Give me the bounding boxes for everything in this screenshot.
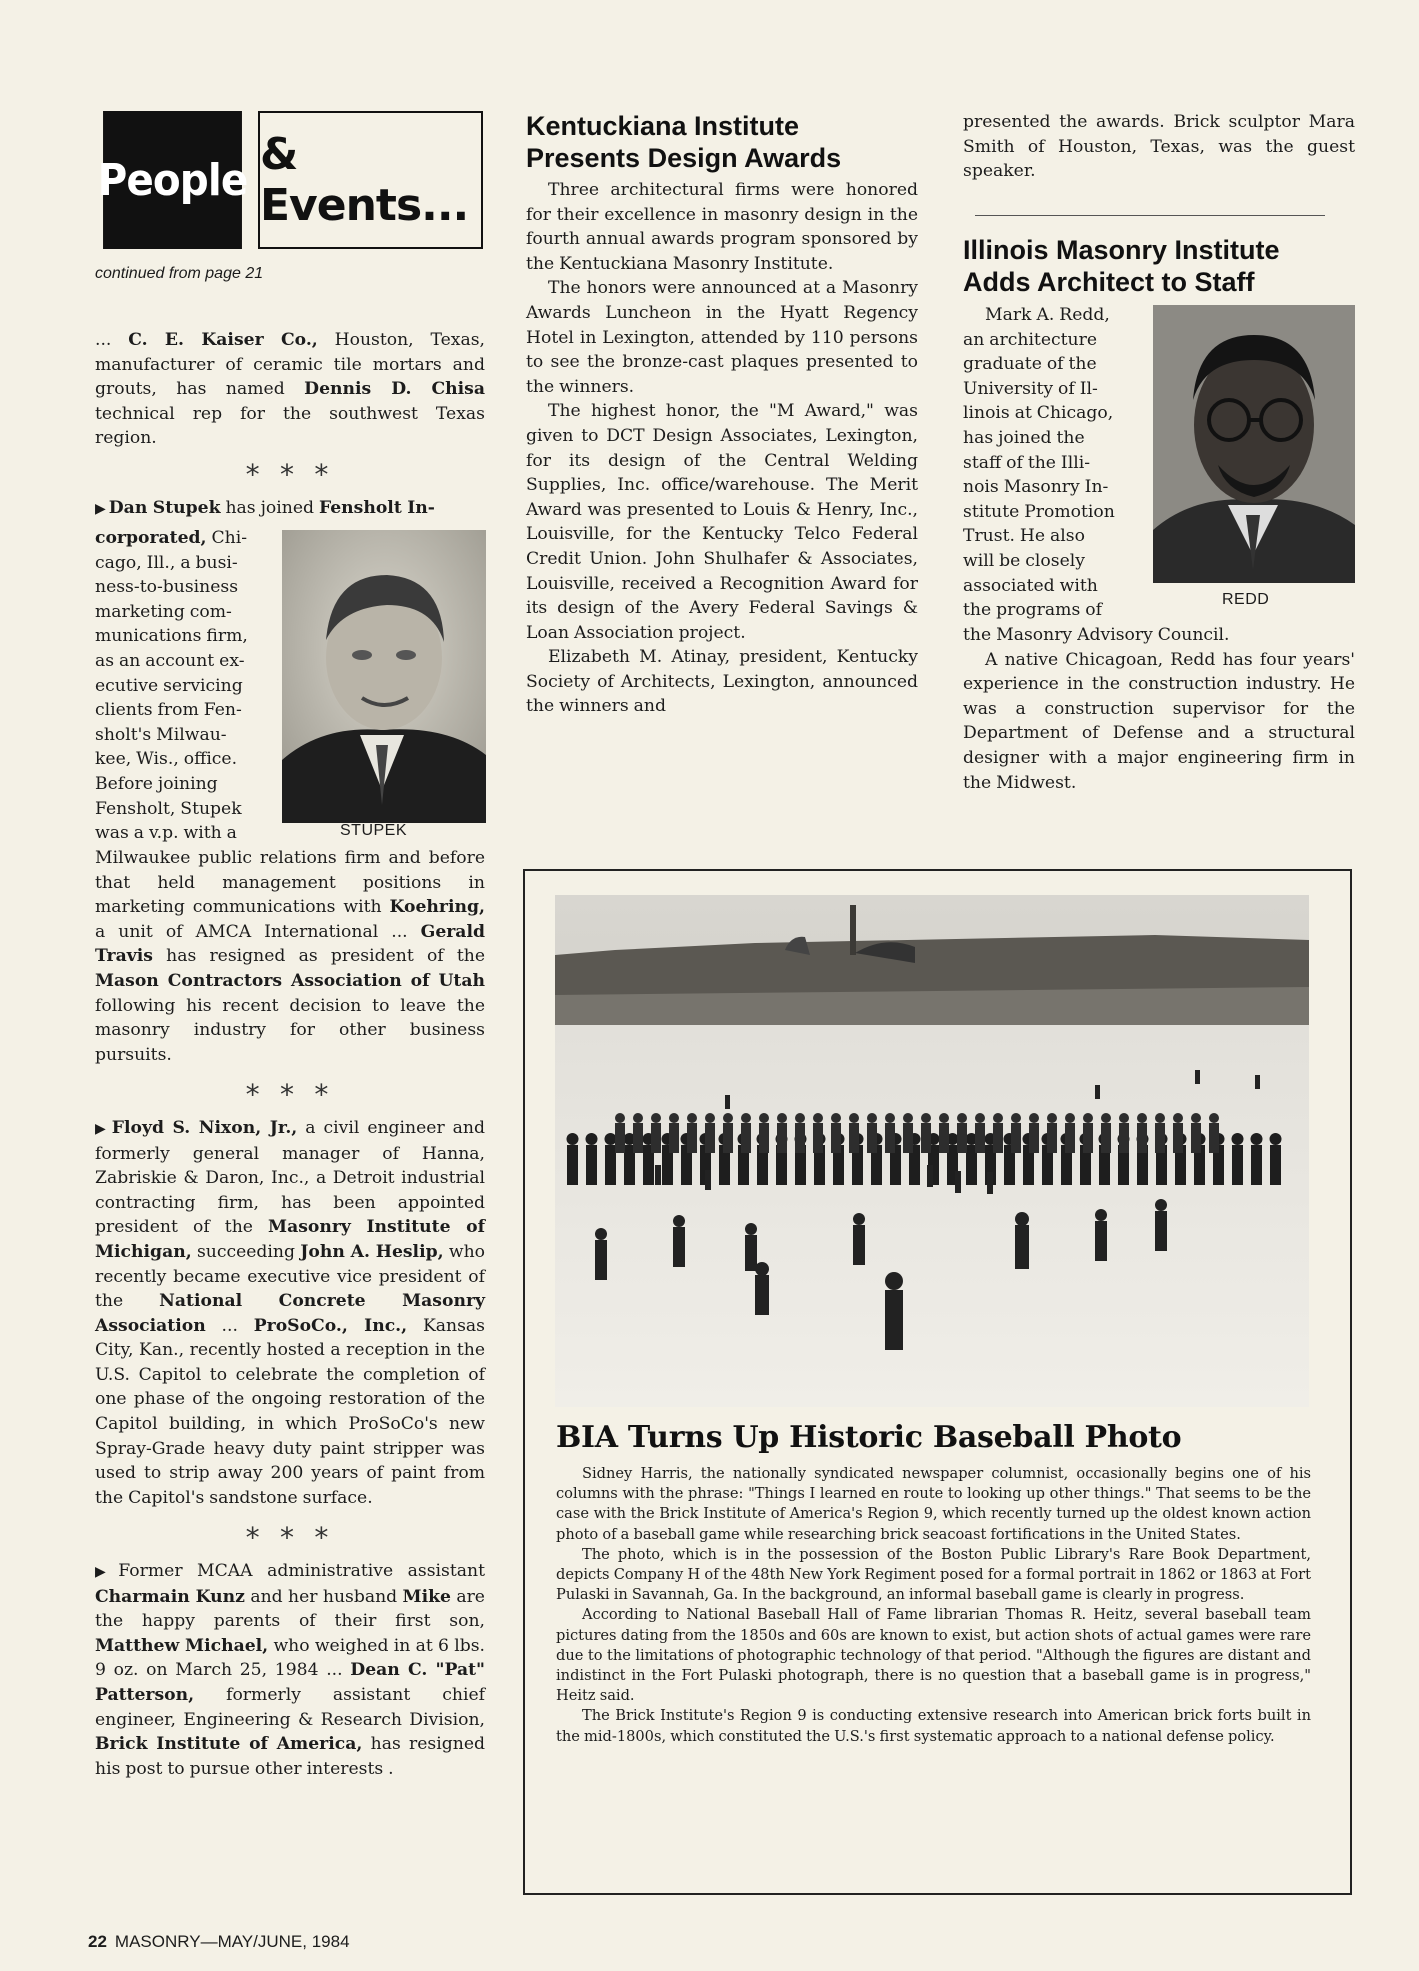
stupek-caption: STUPEK: [340, 822, 408, 839]
text-run: following his recent decision to leave the masonry industry for other business pursuits.: [95, 995, 485, 1065]
kentuckiana-paragraph: The honors were announced at a Masonry Awards Luncheon in the Hyatt Regency Hotel in Lexington, attended by 110 persons to see the bronze-cast plaques presented to the winners.: [526, 278, 918, 397]
baseball-paragraph: The photo, which is in the possession of the Boston Public Library's Rare Book Department, depicts Company H of the 48th New York Regiment posed for a formal portrait in 1862 or 1863 at Fort Pulaski in Savannah, Ga. In the background, an informal baseball game is clearly in progress.: [556, 1545, 1311, 1604]
column-1-top: [95, 328, 485, 521]
text-run: technical rep for the southwest Texas region.: [95, 403, 485, 449]
stupek-continuation: [95, 846, 485, 1067]
illinois-headline: Illinois Masonry Institute Adds Architect to Staff: [963, 235, 1280, 297]
redd-photo: [1153, 305, 1355, 583]
text-run: Milwaukee public relations firm and before that held management positions in marketing communications with: [95, 848, 485, 918]
kentuckiana-paragraph: Three architectural firms were honored for their excellence in masonry design in the fourth annual awards program sponsored by the Kentuckiana Masonry Institute.: [526, 180, 918, 274]
kentuckiana-paragraph: The highest honor, the "M Award," was given to DCT Design Associates, Lexington, for its design of the Central Welding Supplies, Inc. office/warehouse. The Merit Award was presented to Louis & Henry, Inc., Louisville, for the Kentucky Telco Federal Credit Union. John Shulhafer & Associates, Louisville, received a Recognition Award for its design of the Avery Federal Savings & Loan Association project.: [526, 401, 918, 643]
bold-name: Koehring,: [389, 897, 485, 918]
bold-name: Brick Institute of America,: [95, 1734, 363, 1755]
baseball-article: [556, 1464, 1311, 1747]
arrow-bullet-icon: ▶: [95, 500, 106, 517]
column-1-bottom: [95, 846, 485, 1781]
arrow-bullet-icon: ▶: [95, 1120, 109, 1137]
baseball-paragraph: Sidney Harris, the nationally syndicated newspaper columnist, occasionally begins one of his columns with the phrase: "Things I learned en route to looking up other things." That seems to be the case with the Brick Institute of America's Region 9, which recently turned up the oldest known action photo of a baseball game while researching brick seacoast fortifications in the United States.: [556, 1465, 1311, 1543]
text-run: has resigned as president of the: [152, 946, 485, 967]
text-run: who recently became executive vice president of the: [95, 1241, 486, 1312]
text-run: succeeding: [191, 1241, 301, 1262]
fort-pulaski-photo: [555, 895, 1309, 1407]
logo-events: & Events...: [258, 111, 483, 249]
redd-wrap-text: Mark A. Redd, an architecture graduate of the University of Il- linois at Chicago, has joined the staff of the Illi- nois Masonry In- stitute Promotion Trust. He also will be closely associated with the programs of: [963, 305, 1115, 621]
stupek-photo: [282, 530, 486, 823]
bold-name: ProSoCo., Inc.,: [253, 1315, 408, 1336]
text-run: has resigned his post to pursue other interests .: [95, 1734, 485, 1779]
text-run: a civil engineer and formerly general manager of Hanna, Zabriskie & Daron, Inc., a Detroit industrial contracting firm, has been appointed president of the: [95, 1117, 485, 1238]
bold-name: Dennis D. Chisa: [304, 379, 485, 400]
arrow-bullet-icon: ▶: [95, 1564, 116, 1581]
nixon-paragraph: [95, 1116, 485, 1511]
page-number: 22: [88, 1932, 107, 1951]
bold-name: National Concrete Masonry Association: [95, 1291, 485, 1336]
text-run: Kansas City, Kan., recently hosted a reception in the U.S. Capitol to celebrate the completion of one phase of the ongoing restoration of the Capitol building, in which ProSoCo's new Spray-Grade heavy duty paint stripper was used to strip away 200 years of paint from the Capitol's sandstone surface.: [95, 1315, 485, 1508]
bold-name: C. E. Kaiser Co.,: [128, 330, 318, 350]
page-footer: [88, 1932, 350, 1952]
text-run: are the happy parents of their first son,: [95, 1586, 485, 1632]
text-run: and her husband: [244, 1586, 403, 1607]
text-run: ...: [205, 1315, 254, 1336]
publication-line: MASONRY—MAY/JUNE, 1984: [114, 1932, 350, 1951]
text-run: Houston, Texas, manufacturer of ceramic tile mortars and grouts, has named: [95, 330, 485, 400]
bold-name: Gerald Travis: [95, 921, 485, 967]
baseball-headline: BIA Turns Up Historic Baseball Photo: [556, 1420, 1182, 1455]
text-run: a unit of AMCA International ...: [95, 921, 421, 942]
baseball-paragraph: The Brick Institute's Region 9 is conducting extensive research into American brick forts built in the mid-1800s, which constituted the U.S.'s first systematic approach to a national defense policy.: [556, 1707, 1311, 1745]
bold-name: Mason Contractors Association of Utah: [95, 970, 485, 991]
stupek-intro: ▶ Dan Stupek has joined Fensholt In-: [95, 497, 435, 518]
bold-name: Mike: [402, 1586, 451, 1607]
bold-name: John A. Heslip,: [300, 1241, 444, 1262]
redd-article-rest: the Masonry Advisory Council. A native Chicagoan, Redd has four years' experience in the construction industry. He was a construction supervisor for the Department of Defense and a structural designer with a major engineering firm in the Midwest.: [963, 625, 1355, 793]
continued-note: continued from page 21: [95, 265, 264, 282]
text-run: Former MCAA administrative assistant: [118, 1561, 485, 1582]
text-run: who weighed in at 6 lbs. 9 oz. on March 25, 1984 ...: [95, 1635, 485, 1681]
section-divider-stars: * * *: [245, 1078, 335, 1112]
kentuckiana-paragraph: Elizabeth M. Atinay, president, Kentucky Society of Architects, Lexington, announced the winners and: [526, 647, 918, 717]
kentuckiana-continuation: presented the awards. Brick sculptor Mara Smith of Houston, Texas, was the guest speaker.: [963, 112, 1355, 182]
text-run: ...: [95, 330, 129, 350]
bold-name: Charmain Kunz: [95, 1586, 245, 1607]
divider-rule: [975, 215, 1325, 216]
logo-people: People: [103, 111, 242, 249]
section-divider-stars: * * *: [245, 457, 335, 491]
section-divider-stars: * * *: [245, 1521, 335, 1555]
kunz-paragraph: [95, 1559, 485, 1781]
stupek-wrap-text: corporated, Chi- cago, Ill., a busi- ness-to-business marketing com- munications firm, as an account ex- ecutive servicing clients from Fen- sholt's Milwau- kee, Wis., office. Before joining Fensholt, Stupek was a v.p. with a: [95, 528, 248, 844]
kentuckiana-article: [526, 178, 918, 719]
kentuckiana-headline: Kentuckiana Institute Presents Design Awards: [526, 111, 842, 173]
bold-name: Masonry Institute of Michigan,: [95, 1217, 485, 1262]
text-run: formerly assistant chief engineer, Engineering & Research Division,: [95, 1685, 485, 1730]
bold-name: Dean C. "Pat" Patterson,: [95, 1660, 486, 1705]
bold-name: Floyd S. Nixon, Jr.,: [111, 1117, 298, 1138]
bold-name: Matthew Michael,: [95, 1635, 269, 1656]
kaiser-paragraph: [95, 328, 485, 451]
redd-caption: REDD: [1222, 591, 1270, 608]
baseball-paragraph: According to National Baseball Hall of Fame librarian Thomas R. Heitz, several baseball team pictures dating from the 1850s and 60s are known to exist, but action shots of actual games were rare due to the limitations of photographic technology of that period. "Although the figures are distant and indistinct in the Fort Pulaski photograph, there is no question that a baseball game is in progress," Heitz said.: [556, 1606, 1311, 1705]
